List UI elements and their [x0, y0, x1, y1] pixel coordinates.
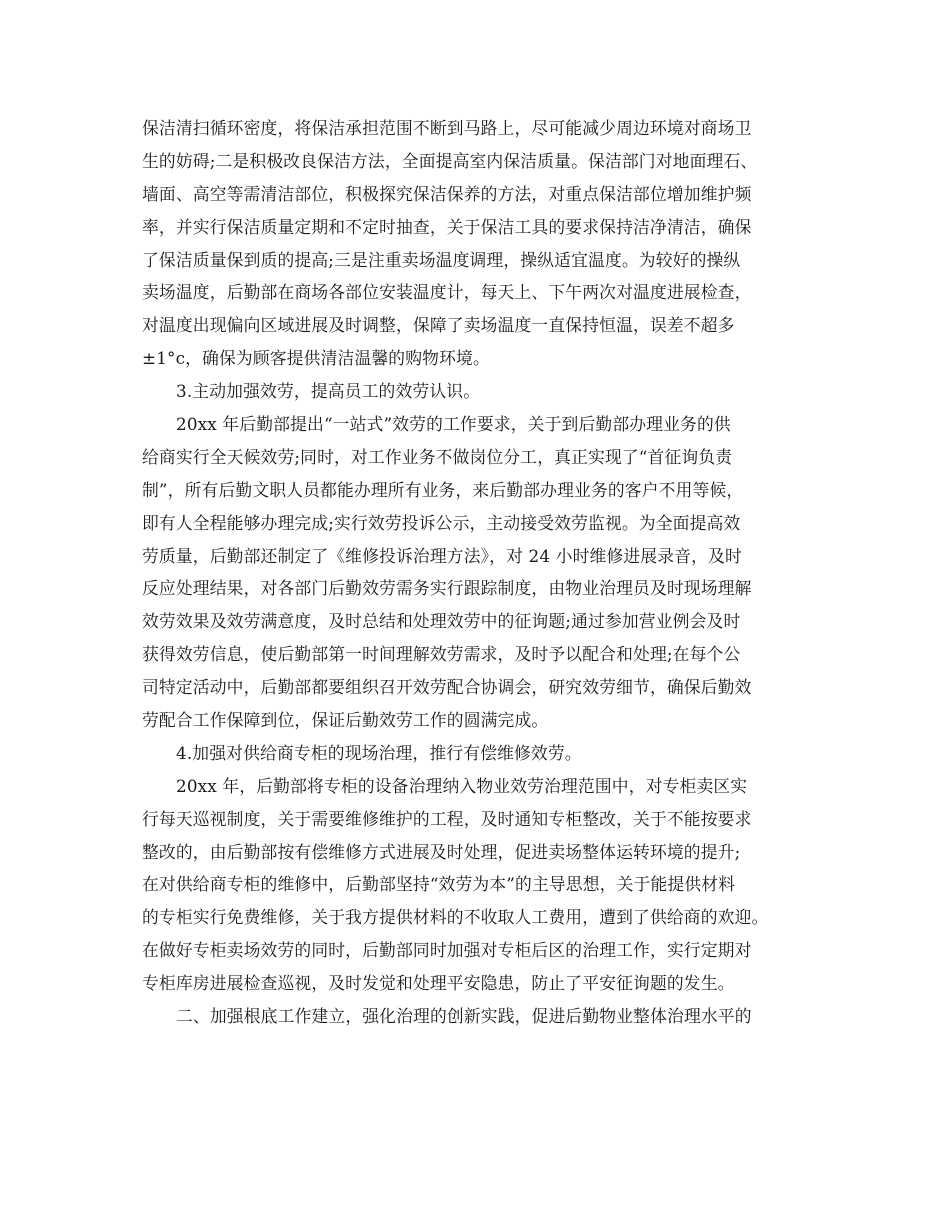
text-line: 给商实行全天候效劳;同时，对工作业务不做岗位分工，真正实现了“首征询负责 — [142, 446, 733, 467]
text-line: 墙面、高空等需清洁部位，积极探究保洁保养的方法，对重点保洁部位增加维护频 — [142, 183, 752, 204]
text-line: 整改的，由后勤部按有偿维修方式进展及时处理，促进卖场整体运转环境的提升; — [142, 841, 741, 862]
text-line: 生的妨碍;二是积极改良保洁方法，全面提高室内保洁质量。保洁部门对地面理石、 — [142, 150, 758, 171]
text-line: 专柜库房进展检查巡视，及时发觉和处理平安隐患，防止了平安征询题的发生。 — [142, 973, 735, 994]
text-line: 对温度出现偏向区域进展及时调整，保障了卖场温度一直保持恒温，误差不超多 — [142, 315, 735, 336]
text-line: 即有人全程能够办理完成;实行效劳投诉公示，主动接受效劳监视。为全面提高效 — [142, 512, 741, 533]
text-line: 行每天巡视制度，关于需要维修维护的工程，及时通知专柜整改，关于不能按要求 — [142, 808, 752, 829]
text-line: 3.主动加强效劳，提高员工的效劳认识。 — [176, 381, 481, 402]
text-line: 卖场温度，后勤部在商场各部位安装温度计，每天上、下午两次对温度进展检查， — [142, 282, 752, 303]
text-line: 制”，所有后勤文职人员都能办理所有业务，来后勤部办理业务的客户不用等候， — [142, 479, 744, 500]
text-line: 的专柜实行免费维修，关于我方提供材料的不收取人工费用，遭到了供给商的欢迎。 — [142, 907, 769, 928]
text-line: ±1°c，确保为顾客提供清洁温馨的购物环境。 — [142, 348, 490, 369]
text-line: 4.加强对供给商专柜的现场治理，推行有偿维修效劳。 — [176, 742, 582, 763]
text-line: 司特定活动中，后勤部都要组织召开效劳配合协调会，研究效劳细节，确保后勤效 — [142, 677, 752, 698]
text-line: 20xx 年，后勤部将专柜的设备治理纳入物业效劳治理范围中，对专柜卖区实 — [176, 775, 748, 796]
text-line: 劳配合工作保障到位，保证后勤效劳工作的圆满完成。 — [142, 710, 549, 731]
text-line: 了保洁质量保到质的提高;三是注重卖场温度调理，操纵适宜温度。为较好的操纵 — [142, 249, 741, 270]
text-line: 在做好专柜卖场效劳的同时，后勤部同时加强对专柜后区的治理工作，实行定期对 — [142, 940, 752, 961]
text-line: 二、加强根底工作建立，强化治理的创新实践，促进后勤物业整体治理水平的 — [176, 1006, 752, 1027]
text-line: 获得效劳信息，使后勤部第一时间理解效劳需求，及时予以配合和处理;在每个公 — [142, 644, 741, 665]
text-line: 率，并实行保洁质量定期和不定时抽查，关于保洁工具的要求保持洁净清洁，确保 — [142, 216, 752, 237]
text-line: 反应处理结果，对各部门后勤效劳需务实行跟踪制度，由物业治理员及时现场理解 — [142, 578, 752, 599]
text-line: 在对供给商专柜的维修中，后勤部坚持“效劳为本”的主导思想，关于能提供材料 — [142, 874, 736, 895]
text-line: 效劳效果及效劳满意度，及时总结和处理效劳中的征询题;通过参加营业例会及时 — [142, 611, 741, 632]
text-line: 劳质量，后勤部还制定了《维修投诉治理方法》，对 24 小时维修进展录音，及时 — [142, 545, 742, 566]
text-line: 保洁清扫循环密度，将保洁承担范围不断到马路上，尽可能减少周边环境对商场卫 — [142, 118, 752, 138]
document-body — [142, 112, 812, 1033]
text-line: 20xx 年后勤部提出“一站式”效劳的工作要求，关于到后勤部办理业务的供 — [176, 414, 731, 435]
